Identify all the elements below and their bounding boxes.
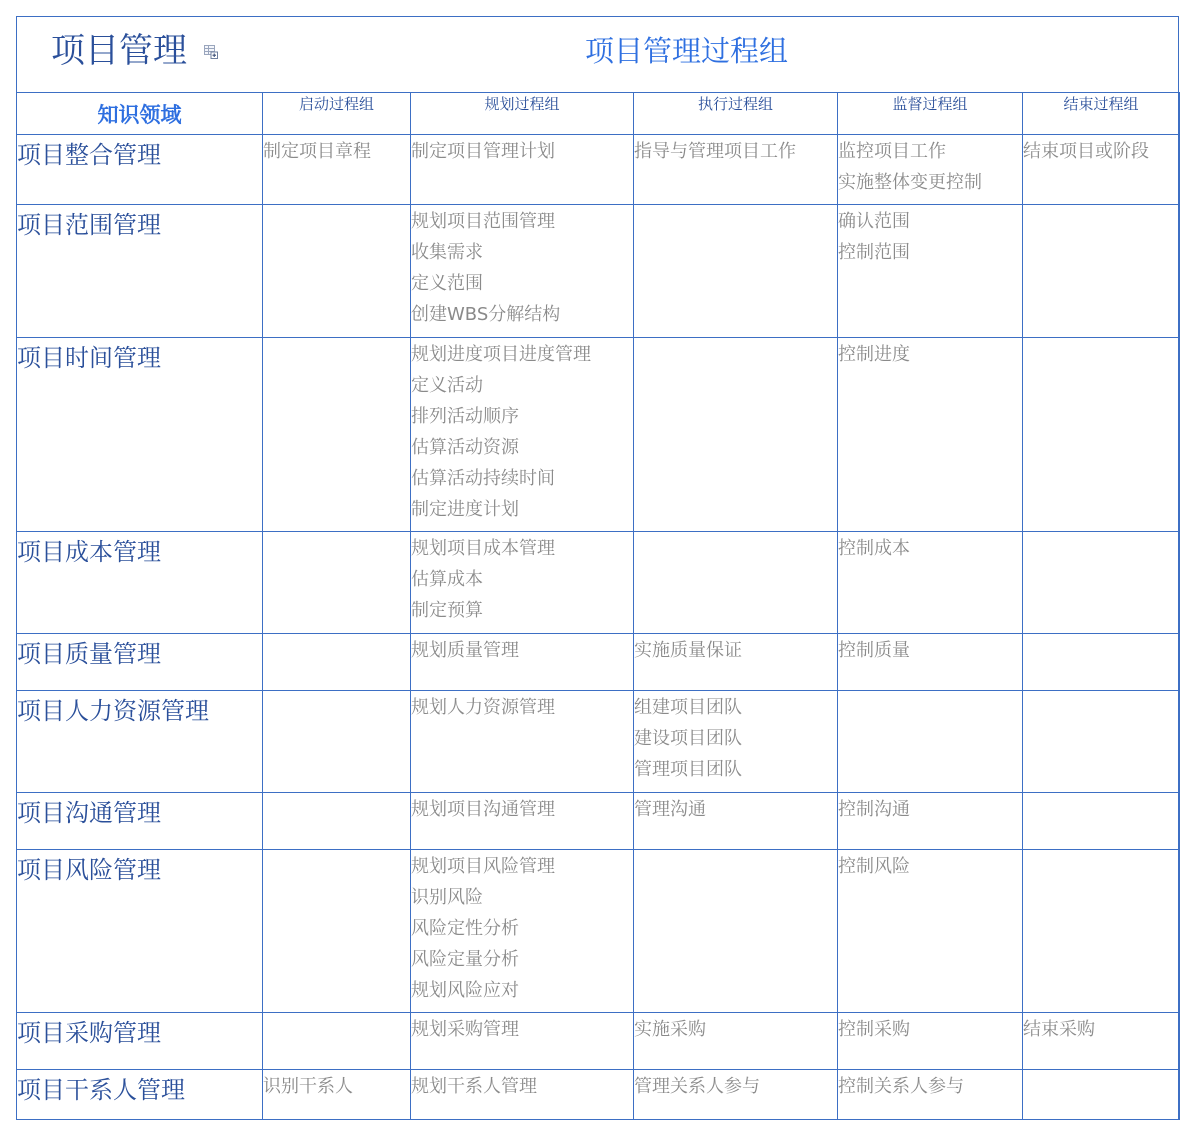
process-cell-closing: [1023, 793, 1180, 850]
process-cell-planning: [411, 135, 634, 205]
column-header-knowledge-area: 知识领域: [17, 93, 263, 135]
process-list: [838, 1070, 1022, 1102]
process-cell-monitoring: [838, 205, 1023, 338]
process-cell-initiating: [263, 205, 411, 338]
process-list: [1023, 850, 1179, 851]
process-item: 定义活动: [411, 375, 483, 396]
process-list: [263, 1070, 410, 1102]
knowledge-area-cell: 项目沟通管理: [17, 793, 263, 850]
process-list: [411, 634, 633, 666]
process-item: 风险定量分析: [411, 949, 519, 970]
knowledge-area-cell: 项目质量管理: [17, 634, 263, 691]
process-item: 控制质量: [838, 640, 910, 661]
process-cell-monitoring: [838, 634, 1023, 691]
table-row: [17, 793, 1180, 850]
process-item: 实施质量保证: [634, 640, 742, 661]
knowledge-area-cell: 项目成本管理: [17, 532, 263, 634]
process-item: 识别干系人: [263, 1076, 353, 1097]
table-header-row: [17, 93, 1180, 135]
process-list: [838, 205, 1022, 268]
process-list: [634, 205, 837, 206]
process-list: [634, 1070, 837, 1102]
process-cell-planning: [411, 205, 634, 338]
process-item: 排列活动顺序: [411, 406, 519, 427]
process-item: 管理沟通: [634, 799, 706, 820]
process-list: [263, 850, 410, 851]
process-matrix-table: [16, 92, 1180, 1120]
process-cell-executing: [634, 205, 838, 338]
process-list: [838, 634, 1022, 666]
process-item: 规划项目成本管理: [411, 538, 555, 559]
process-cell-initiating: [263, 135, 411, 205]
process-item: 控制成本: [838, 538, 910, 559]
table-row: [17, 135, 1180, 205]
process-list: [634, 1013, 837, 1045]
knowledge-area-cell: 项目整合管理: [17, 135, 263, 205]
process-item: 规划项目范围管理: [411, 211, 555, 232]
process-item: 管理项目团队: [634, 759, 742, 780]
process-item: 规划风险应对: [411, 980, 519, 1001]
process-list: [1023, 205, 1179, 206]
process-list: [263, 532, 410, 533]
process-list: [838, 532, 1022, 564]
process-cell-monitoring: [838, 338, 1023, 532]
process-list: [263, 1013, 410, 1014]
column-header-planning: 规划过程组: [411, 93, 634, 135]
process-list: [1023, 691, 1179, 692]
knowledge-area-cell: 项目时间管理: [17, 338, 263, 532]
knowledge-area-cell: 项目范围管理: [17, 205, 263, 338]
page-frame: [16, 16, 1179, 1120]
table-row: [17, 850, 1180, 1013]
process-cell-closing: [1023, 691, 1180, 793]
process-list: [263, 338, 410, 339]
process-item: 估算成本: [411, 569, 483, 590]
page-title: 项目管理: [51, 31, 187, 71]
process-cell-planning: [411, 1070, 634, 1120]
process-item: 结束采购: [1023, 1019, 1095, 1040]
process-list: [411, 338, 633, 525]
knowledge-area-cell: 项目采购管理: [17, 1013, 263, 1070]
process-item: 估算活动持续时间: [411, 468, 555, 489]
process-item: 控制进度: [838, 344, 910, 365]
process-item: 规划干系人管理: [411, 1076, 537, 1097]
process-item: 制定预算: [411, 600, 483, 621]
process-cell-executing: [634, 1013, 838, 1070]
process-list: [411, 205, 633, 330]
process-list: [634, 338, 837, 339]
process-cell-executing: [634, 532, 838, 634]
process-list: [411, 135, 633, 167]
process-item: 指导与管理项目工作: [634, 141, 796, 162]
process-item: 制定进度计划: [411, 499, 519, 520]
column-header-closing: 结束过程组: [1023, 93, 1180, 135]
process-cell-initiating: [263, 338, 411, 532]
process-item: 估算活动资源: [411, 437, 519, 458]
process-list: [634, 135, 837, 167]
table-row: [17, 338, 1180, 532]
header: [17, 17, 1178, 93]
process-list: [634, 850, 837, 851]
column-header-monitoring: 监督过程组: [838, 93, 1023, 135]
process-groups-title: 项目管理过程组: [585, 34, 789, 68]
process-item: 规划项目沟通管理: [411, 799, 555, 820]
knowledge-area-cell: 项目风险管理: [17, 850, 263, 1013]
process-cell-planning: [411, 1013, 634, 1070]
process-cell-closing: [1023, 532, 1180, 634]
table-row: [17, 205, 1180, 338]
process-cell-monitoring: [838, 1070, 1023, 1120]
process-item: 组建项目团队: [634, 697, 742, 718]
table-row: [17, 691, 1180, 793]
process-item: 控制范围: [838, 242, 910, 263]
process-list: [1023, 1013, 1179, 1045]
table-row: [17, 532, 1180, 634]
process-list: [838, 691, 1022, 692]
process-cell-monitoring: [838, 691, 1023, 793]
process-item: 风险定性分析: [411, 918, 519, 939]
process-cell-executing: [634, 338, 838, 532]
process-list: [1023, 532, 1179, 533]
process-item: 监控项目工作: [838, 141, 946, 162]
process-cell-closing: [1023, 634, 1180, 691]
process-item: 建设项目团队: [634, 728, 742, 749]
process-cell-monitoring: [838, 1013, 1023, 1070]
process-item: 确认范围: [838, 211, 910, 232]
process-list: [838, 338, 1022, 370]
process-cell-initiating: [263, 1070, 411, 1120]
process-list: [838, 793, 1022, 825]
process-item: 创建WBS分解结构: [411, 304, 561, 325]
process-list: [263, 793, 410, 794]
process-cell-planning: [411, 634, 634, 691]
process-item: 规划进度项目进度管理: [411, 344, 591, 365]
column-header-initiating: 启动过程组: [263, 93, 411, 135]
process-item: 制定项目章程: [263, 141, 371, 162]
process-cell-closing: [1023, 338, 1180, 532]
process-list: [1023, 793, 1179, 794]
process-item: 实施整体变更控制: [838, 172, 982, 193]
process-item: 规划质量管理: [411, 640, 519, 661]
process-list: [411, 691, 633, 723]
process-cell-initiating: [263, 1013, 411, 1070]
process-item: 管理关系人参与: [634, 1076, 760, 1097]
process-cell-initiating: [263, 634, 411, 691]
process-item: 实施采购: [634, 1019, 706, 1040]
process-list: [634, 691, 837, 785]
process-list: [263, 691, 410, 692]
table-row: [17, 1013, 1180, 1070]
process-cell-initiating: [263, 850, 411, 1013]
process-item: 定义范围: [411, 273, 483, 294]
process-list: [411, 1013, 633, 1045]
process-item: 控制采购: [838, 1019, 910, 1040]
table-row: [17, 634, 1180, 691]
process-list: [634, 793, 837, 825]
process-cell-executing: [634, 691, 838, 793]
process-item: 控制沟通: [838, 799, 910, 820]
process-list: [838, 850, 1022, 882]
knowledge-area-cell: 项目人力资源管理: [17, 691, 263, 793]
process-cell-executing: [634, 634, 838, 691]
process-cell-monitoring: [838, 135, 1023, 205]
process-list: [634, 532, 837, 533]
process-cell-closing: [1023, 1013, 1180, 1070]
process-item: 制定项目管理计划: [411, 141, 555, 162]
process-list: [263, 205, 410, 206]
process-list: [263, 634, 410, 635]
process-item: 规划采购管理: [411, 1019, 519, 1040]
table-row: [17, 1070, 1180, 1120]
process-cell-planning: [411, 691, 634, 793]
process-list: [411, 532, 633, 626]
process-list: [634, 634, 837, 666]
process-cell-closing: [1023, 205, 1180, 338]
process-list: [838, 1013, 1022, 1045]
process-cell-initiating: [263, 691, 411, 793]
process-cell-closing: [1023, 850, 1180, 1013]
process-cell-closing: [1023, 135, 1180, 205]
process-list: [838, 135, 1022, 198]
knowledge-area-cell: 项目干系人管理: [17, 1070, 263, 1120]
process-list: [411, 1070, 633, 1102]
process-cell-executing: [634, 793, 838, 850]
process-cell-executing: [634, 1070, 838, 1120]
process-cell-monitoring: [838, 793, 1023, 850]
process-cell-planning: [411, 793, 634, 850]
process-cell-planning: [411, 532, 634, 634]
table-body: [17, 135, 1180, 1120]
process-item: 控制关系人参与: [838, 1076, 964, 1097]
process-list: [263, 135, 410, 167]
process-list: [1023, 135, 1179, 167]
process-cell-executing: [634, 135, 838, 205]
process-cell-closing: [1023, 1070, 1180, 1120]
column-header-executing: 执行过程组: [634, 93, 838, 135]
process-cell-planning: [411, 338, 634, 532]
process-cell-monitoring: [838, 850, 1023, 1013]
process-item: 规划人力资源管理: [411, 697, 555, 718]
process-list: [1023, 338, 1179, 339]
process-cell-initiating: [263, 793, 411, 850]
process-item: 结束项目或阶段: [1023, 141, 1149, 162]
process-list: [411, 850, 633, 1006]
process-item: 收集需求: [411, 242, 483, 263]
table-expand-icon[interactable]: [204, 45, 218, 59]
process-cell-monitoring: [838, 532, 1023, 634]
process-item: 控制风险: [838, 856, 910, 877]
process-cell-planning: [411, 850, 634, 1013]
process-cell-initiating: [263, 532, 411, 634]
process-list: [1023, 1070, 1179, 1071]
process-list: [1023, 634, 1179, 635]
process-cell-executing: [634, 850, 838, 1013]
process-list: [411, 793, 633, 825]
process-item: 识别风险: [411, 887, 483, 908]
process-item: 规划项目风险管理: [411, 856, 555, 877]
